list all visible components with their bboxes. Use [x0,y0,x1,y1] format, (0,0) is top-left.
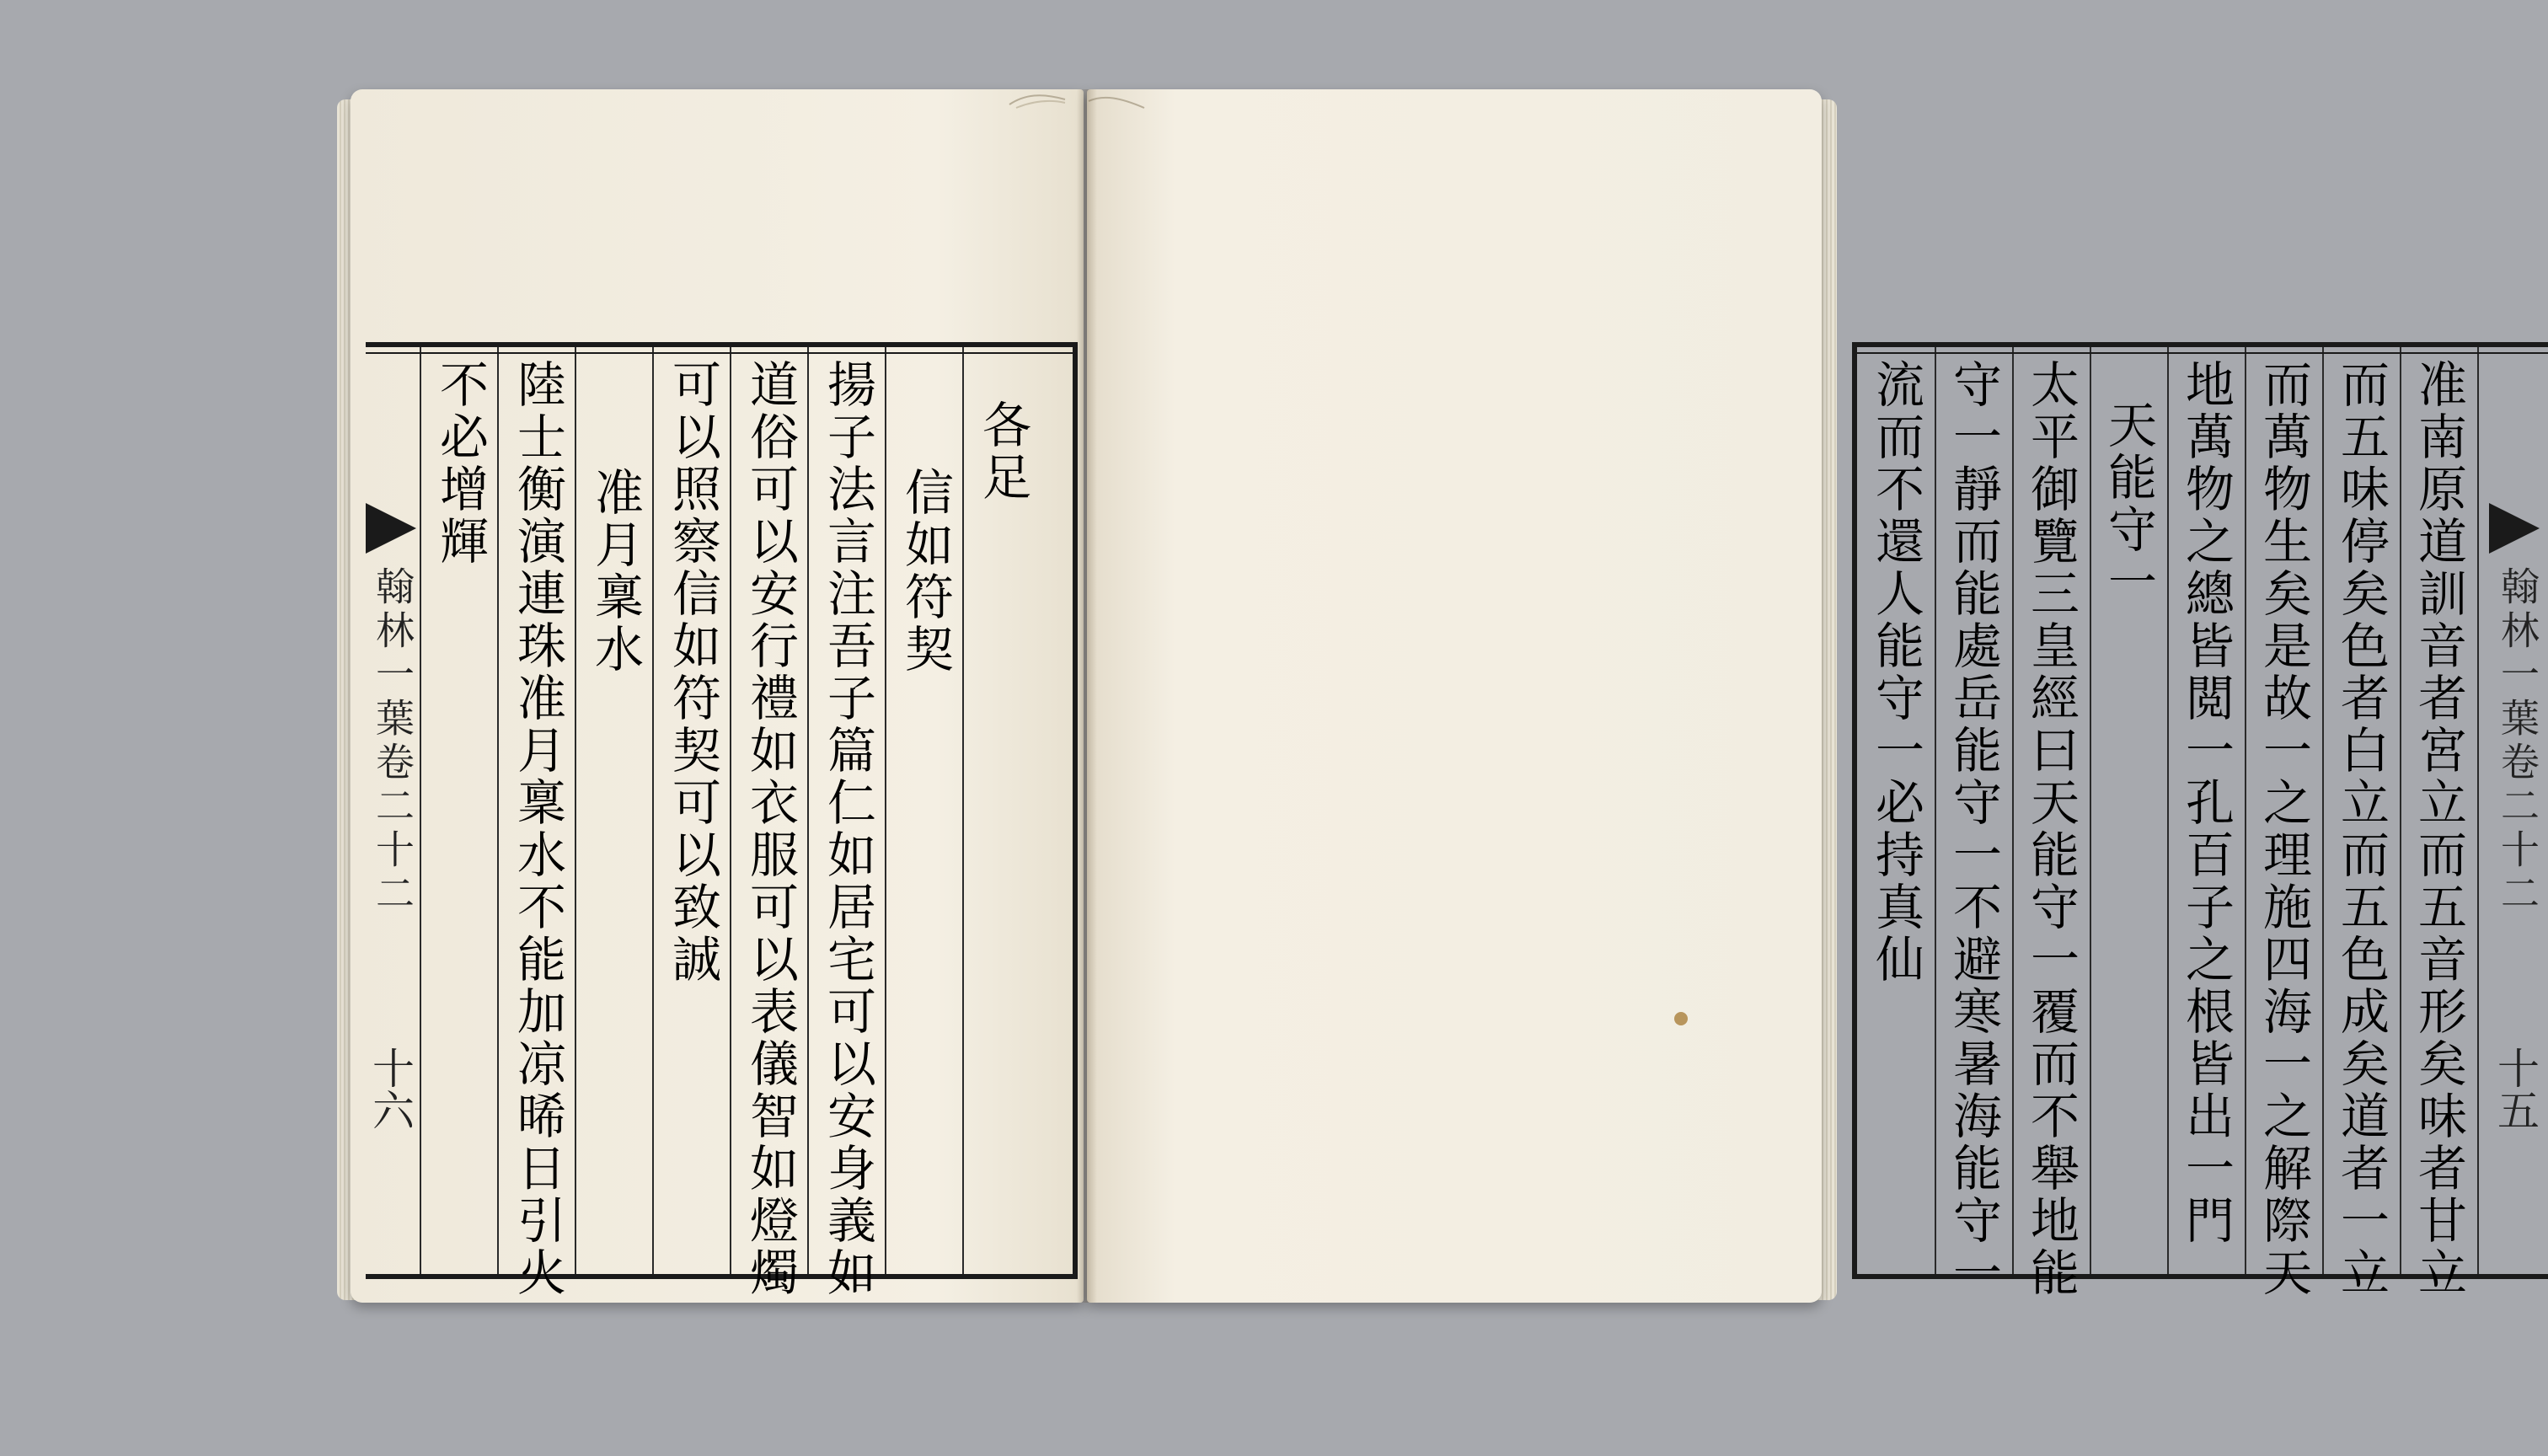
book-gutter [1077,89,1097,1303]
fishtail-icon [366,503,416,554]
left-col-5: 可以照察信如符契可以致誠 [664,359,721,986]
right-version-heart [2489,347,2540,1274]
right-folio: 十五 [2491,1046,2540,1131]
right-col-5: 天能守一 [2100,399,2157,608]
right-col-7: 守一靜而能處岳能守一不避寒暑海能守一 [1945,359,2002,1299]
open-book [345,89,2540,1315]
right-text-frame [1852,342,2548,1299]
right-col-3: 而萬物生矣是故一之理施四海一之解際天 [2255,359,2312,1299]
left-col-3: 揚子法言注吾子篇仁如居宅可以安身義如 [819,359,876,1299]
left-col-7: 陸士衡演連珠准月稟水不能加凉晞日引火 [509,359,566,1299]
binding-thread [1008,89,1067,123]
left-page [351,89,1084,1303]
left-version-heart [366,347,415,1274]
right-page [1087,89,2540,1303]
right-col-1: 准南原道訓音者宮立而五音形矣味者甘立 [2410,359,2467,1299]
right-heart-title: 翰林一葉卷二十二 [2495,566,2540,917]
paper-stain [1674,1012,1688,1025]
left-col-4: 道俗可以安行禮如衣服可以表儀智如燈燭 [741,359,799,1299]
left-heart-title: 翰林一葉卷二十二 [370,566,415,917]
right-col-2: 而五味停矣色者白立而五色成矣道者一立 [2332,359,2390,1299]
right-col-6: 太平御覽三皇經曰天能守一覆而不舉地能 [2022,359,2080,1299]
left-col-6: 准月稟水 [586,467,644,676]
left-folio: 十六 [366,1046,415,1131]
right-col-4: 地萬物之總皆閲一孔百子之根皆出一門 [2177,359,2235,1247]
left-text-frame [366,342,1078,1299]
left-col-8: 不必增輝 [431,359,489,568]
right-col-8: 流而不還人能守一必持真仙 [1867,359,1924,986]
left-col-2: 信如符契 [897,467,954,676]
left-col-1: 各足 [974,399,1031,504]
fishtail-icon [2489,503,2540,554]
